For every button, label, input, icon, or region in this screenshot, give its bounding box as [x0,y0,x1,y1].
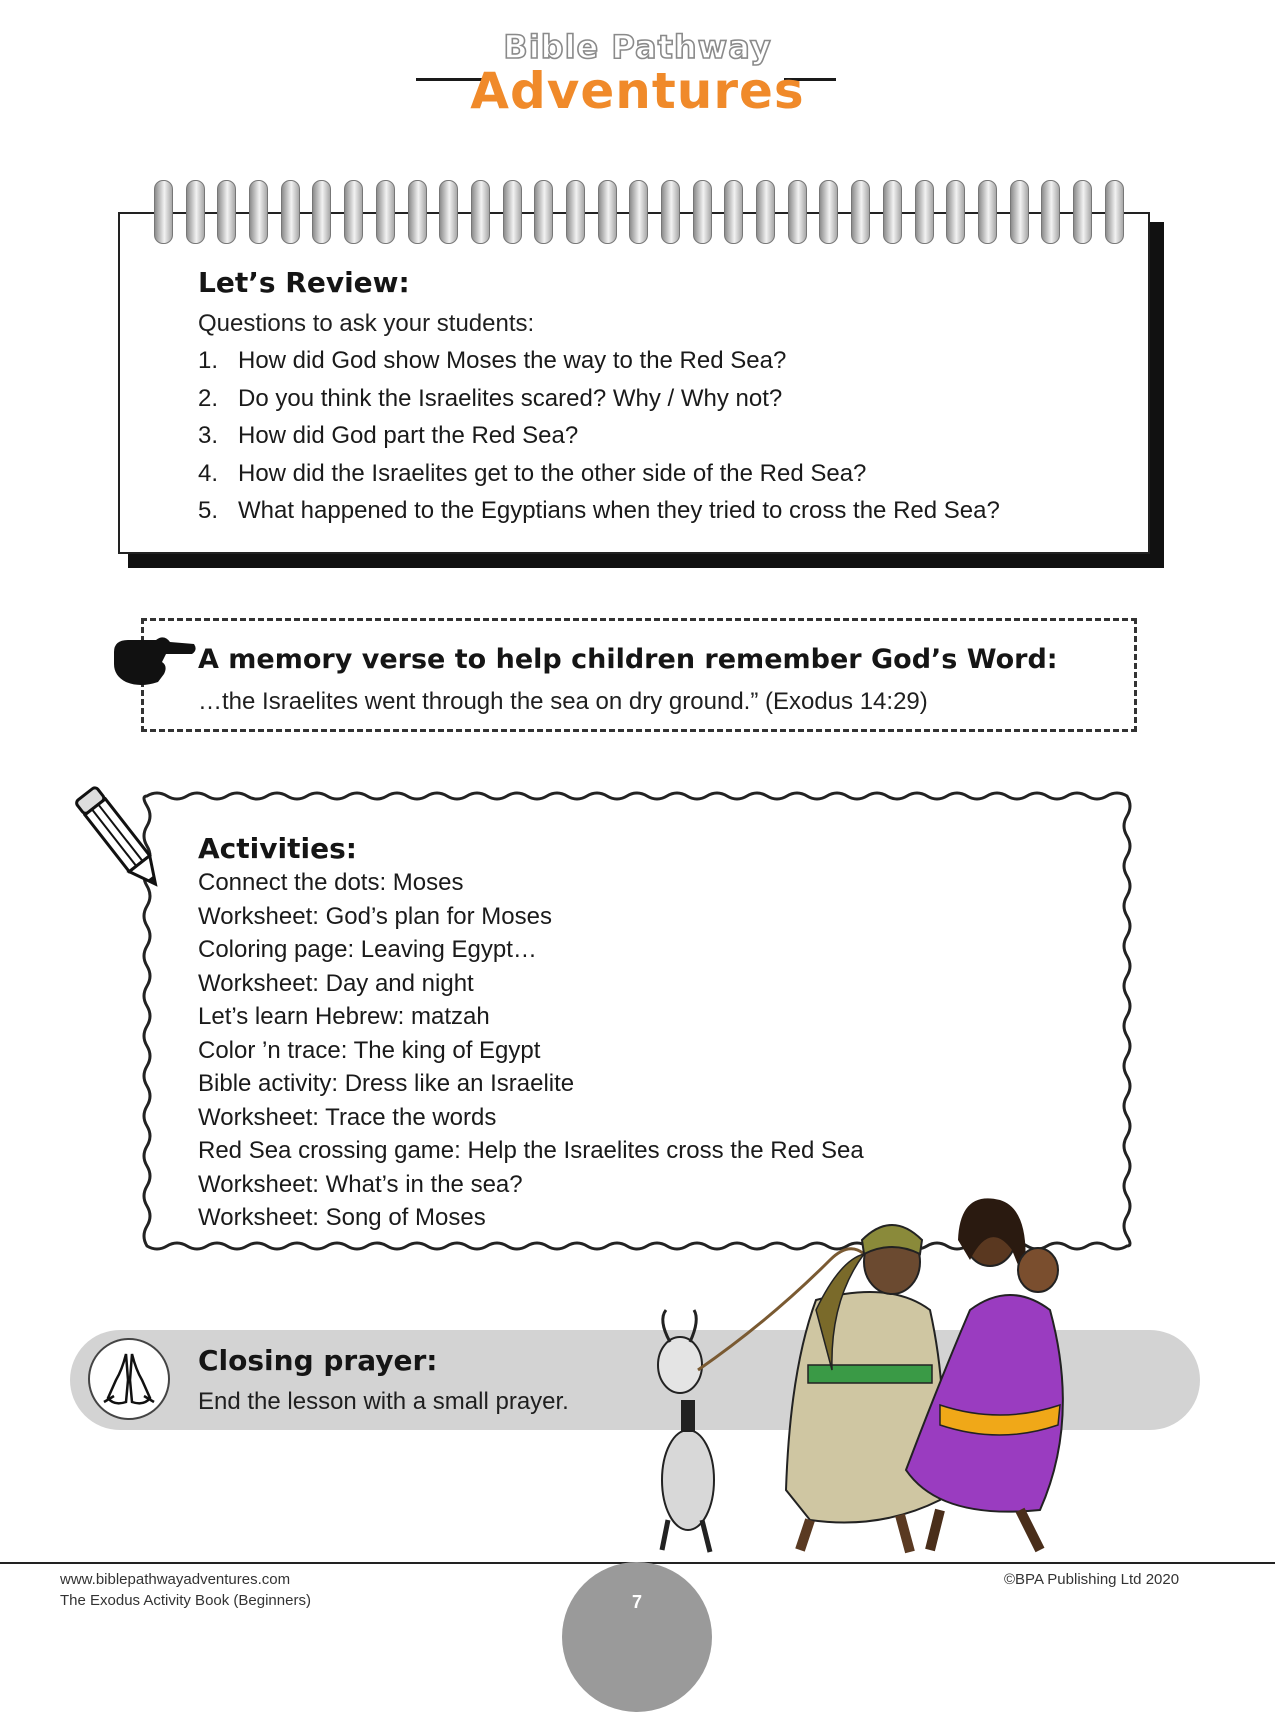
page-number-circle [562,1562,712,1712]
list-item: Worksheet: Song of Moses [198,1204,486,1231]
spiral-ring-icon [439,180,458,244]
list-item: Coloring page: Leaving Egypt… [198,936,537,963]
spiral-ring-icon [1073,180,1092,244]
spiral-ring-icon [946,180,965,244]
page-number: 7 [631,1592,642,1612]
list-item: 3. How did God part the Red Sea? [198,422,579,449]
goat-illustration [658,1310,714,1552]
spiral-ring-icon [566,180,585,244]
footer-copyright: ©BPA Publishing Ltd 2020 [1004,1571,1180,1588]
list-item: Let’s learn Hebrew: matzah [198,1003,490,1030]
spiral-ring-icon [154,180,173,244]
spiral-ring-icon [851,180,870,244]
spiral-ring-icon [1041,180,1060,244]
spiral-ring-icon [788,180,807,244]
spiral-ring-icon [661,180,680,244]
spiral-ring-icon [503,180,522,244]
spiral-ring-icon [186,180,205,244]
spiral-ring-icon [629,180,648,244]
spiral-ring-icon [217,180,236,244]
man-illustration [786,1225,943,1552]
spiral-ring-icon [312,180,331,244]
logo-main-text: Adventures [470,62,805,120]
activities-title: Activities: [198,832,357,865]
israelite-family-illustration [640,1170,1160,1565]
pencil-icon [66,780,176,900]
spiral-ring-icon [598,180,617,244]
praying-hands-icon-circle [88,1338,170,1420]
list-item: Worksheet: What’s in the sea? [198,1170,523,1198]
spiral-ring-icon [534,180,553,244]
spiral-ring-icon [376,180,395,244]
logo-top-text: Bible Pathway [503,28,772,66]
spiral-ring-icon [819,180,838,244]
list-item: 1. How did God show Moses the way to the Red Sea? [198,347,787,374]
list-item: Red Sea crossing game: Help the Israelites cross the Red Sea [198,1137,864,1164]
spiral-ring-icon [344,180,363,244]
pointing-hand-icon [110,632,198,688]
memory-verse-title: A memory verse to help children remember God’s Word: [198,644,1058,675]
spiral-ring-icon [1105,180,1124,244]
spiral-ring-icon [756,180,775,244]
list-item: 5. What happened to the Egyptians when they tried to cross the Red Sea? [198,497,1000,524]
spiral-ring-icon [724,180,743,244]
review-intro: Questions to ask your students: [198,310,535,337]
spiral-rings [154,180,1124,246]
list-item: Worksheet: God’s plan for Moses [198,902,552,930]
spiral-ring-icon [915,180,934,244]
list-item: Worksheet: Trace the words [198,1103,497,1131]
spiral-ring-icon [281,180,300,244]
list-item: 2. Do you think the Israelites scared? Why / Why not? [198,384,783,412]
list-item: Bible activity: Dress like an Israelite [198,1070,575,1097]
footer-website: www.biblepathwayadventures.com [60,1571,291,1588]
list-item: Color ’n trace: The king of Egypt [198,1036,541,1064]
spiral-ring-icon [883,180,902,244]
spiral-ring-icon [1010,180,1029,244]
spiral-ring-icon [471,180,490,244]
list-item: Connect the dots: Moses [198,869,464,896]
question-list [198,342,1000,530]
spiral-ring-icon [249,180,268,244]
list-item: 4. How did the Israelites get to the other side of the Red Sea? [198,459,867,487]
spiral-ring-icon [693,180,712,244]
closing-prayer-title: Closing prayer: [198,1344,438,1377]
spiral-ring-icon [978,180,997,244]
review-title: Let’s Review: [198,266,410,299]
footer-book-title: The Exodus Activity Book (Beginners) [60,1592,311,1609]
list-item: Worksheet: Day and night [198,969,474,997]
memory-verse-text: …the Israelites went through the sea on dry ground.” (Exodus 14:29) [198,688,928,715]
praying-hands-icon [90,1340,168,1418]
closing-prayer-text: End the lesson with a small prayer. [198,1388,569,1415]
spiral-ring-icon [408,180,427,244]
